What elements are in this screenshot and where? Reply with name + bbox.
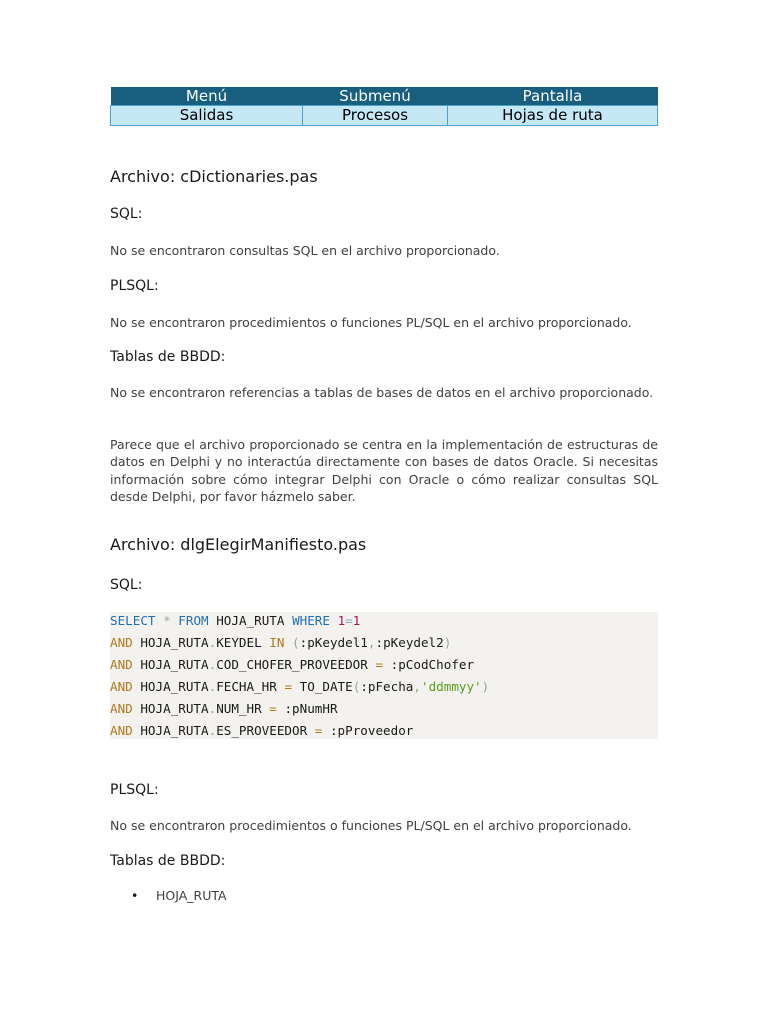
file1-plsql-text: No se encontraron procedimientos o funciones PL/SQL en el archivo proporcionado. [110,315,632,330]
file2-plsql-text: No se encontraron procedimientos o funciones PL/SQL en el archivo proporcionado. [110,818,632,833]
file2-sql-heading: SQL: [110,577,143,593]
navigation-table-header [111,87,658,106]
code-line-6: AND HOJA_RUTA.ES_PROVEEDOR = :pProveedor [110,723,414,738]
list-item [110,887,227,905]
navigation-table-row [111,106,658,126]
file1-sql-text: No se encontraron consultas SQL en el archivo proporcionado. [110,243,500,258]
file1-sql-heading: SQL: [110,206,143,222]
code-line-3: AND HOJA_RUTA.COD_CHOFER_PROVEEDOR = :pCodChofer [110,657,475,672]
code-line-5: AND HOJA_RUTA.NUM_HR = :pNumHR [110,701,338,716]
cell-menu: Salidas [111,106,303,126]
table-name: HOJA_RUTA [156,888,227,903]
code-line-4: AND HOJA_RUTA.FECHA_HR = TO_DATE(:pFecha,'ddmmyy') [110,679,490,694]
file1-tables-text: No se encontraron referencias a tablas de bases de datos en el archivo proporcionado. [110,385,654,400]
bullet-icon: • [131,888,139,903]
column-header-submenu: Submenú [303,87,448,106]
sql-code-block [110,612,658,739]
file1-title: Archivo: cDictionaries.pas [110,167,318,186]
code-line-2: AND HOJA_RUTA.KEYDEL IN (:pKeydel1,:pKeydel2) [110,635,452,650]
file2-plsql-heading: PLSQL: [110,782,159,798]
file1-plsql-heading: PLSQL: [110,278,159,294]
column-header-menu: Menú [111,87,303,106]
cell-screen: Hojas de ruta [448,106,658,126]
navigation-table [110,87,658,126]
file2-tables-heading: Tablas de BBDD: [110,853,226,869]
file2-title: Archivo: dlgElegirManifiesto.pas [110,535,367,554]
file1-tables-heading: Tablas de BBDD: [110,349,226,365]
column-header-screen: Pantalla [448,87,658,106]
file1-note: Parece que el archivo proporcionado se centra en la implementación de estructuras de datos en Delphi y no interactúa directamente con bases de datos Oracle. Si necesitas información sobre cómo integrar Delphi con Oracle o cómo realizar consultas SQL desde Delphi, por favor házmelo saber. [110,437,658,504]
file2-tables-list [110,887,227,905]
cell-submenu: Procesos [303,106,448,126]
code-line-1: SELECT * FROM HOJA_RUTA WHERE 1=1 [110,613,361,628]
